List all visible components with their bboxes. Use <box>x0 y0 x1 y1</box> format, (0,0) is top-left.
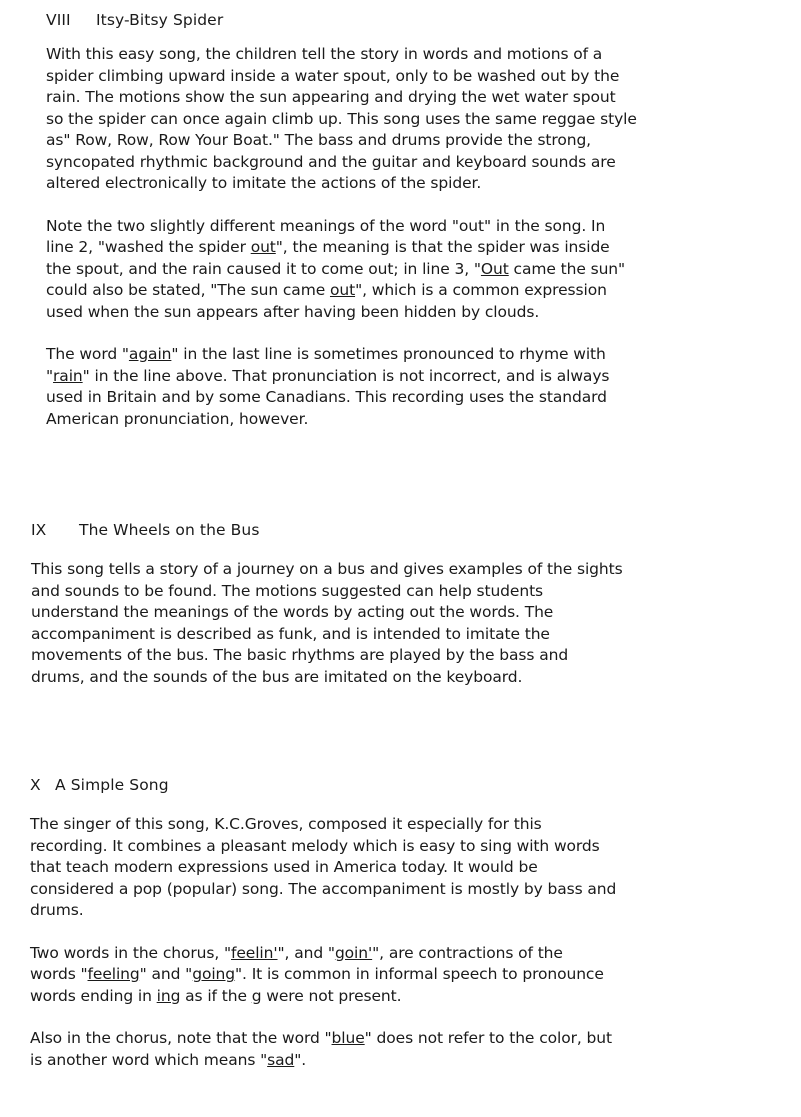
underlined-word: out <box>329 281 356 299</box>
text-run: " in the line above. That pronunciation is not incorrect, and is always <box>82 366 610 385</box>
section-heading <box>30 776 616 794</box>
text-run: were not present. <box>261 986 402 1005</box>
paragraph-line: that teach modern expressions used in America today. It would be <box>30 858 538 876</box>
paragraph-line: used in Britain and by some Canadians. This recording uses the standard <box>46 388 607 406</box>
paragraph <box>46 216 637 324</box>
underlined-word: blue <box>331 1029 365 1047</box>
text-run: could also be stated, "The sun came <box>46 281 330 299</box>
text-run: ". It is common in informal speech to pronounce <box>235 965 604 983</box>
section-a-simple-song <box>30 776 616 1071</box>
paragraph-line: used when the sun appears after having been hidden by clouds. <box>46 302 540 321</box>
underlined-word: out <box>250 238 276 256</box>
text-run: came the sun" <box>508 259 626 278</box>
text-run: ", which is a common expression <box>355 281 607 299</box>
paragraph <box>30 943 616 1008</box>
text-run: " does not refer to the color, but <box>364 1029 612 1047</box>
paragraph-line <box>30 943 616 965</box>
paragraph-line: and sounds to be found. The motions suggested can help students <box>31 581 544 600</box>
text-run: " and " <box>139 965 193 983</box>
paragraph-line: drums, and the sounds of the bus are imitated on the keyboard. <box>31 667 523 686</box>
underlined-word: g <box>251 986 262 1005</box>
text-run: Also in the chorus, note that the word " <box>30 1029 332 1047</box>
paragraph-line <box>46 344 637 366</box>
section-number: X <box>30 776 41 794</box>
section-heading <box>31 521 623 539</box>
text-run: ", the meaning is that the spider was inside <box>275 238 610 256</box>
paragraph-line: spider climbing upward inside a water spout, only to be washed out by the <box>46 66 620 85</box>
text-run: is another word which means " <box>30 1050 268 1069</box>
text-run: line 2, "washed the spider <box>46 238 251 256</box>
text-run: " <box>46 366 54 385</box>
paragraph-line: The singer of this song, K.C.Groves, composed it especially for this <box>30 815 542 833</box>
underlined-word: rain <box>53 366 83 385</box>
section-number: IX <box>31 521 47 539</box>
text-run: words ending in <box>30 986 157 1005</box>
section-wheels-on-the-bus <box>31 521 623 688</box>
paragraph-line: syncopated rhythmic background and the guitar and keyboard sounds are <box>46 152 616 171</box>
section-number: VIII <box>46 11 71 29</box>
underlined-word: ing <box>156 986 181 1005</box>
paragraph-line: With this easy song, the children tell the story in words and motions of a <box>46 45 603 63</box>
section-title: The Wheels on the Bus <box>79 521 260 539</box>
underlined-word: again <box>128 345 172 363</box>
paragraph-line: altered electronically to imitate the actions of the spider. <box>46 174 482 192</box>
paragraph-line: so the spider can once again climb up. This song uses the same reggae style <box>46 109 637 128</box>
underlined-word: sad <box>267 1050 295 1069</box>
paragraph-line: understand the meanings of the words by acting out the words. The <box>31 603 554 621</box>
text-run: the spout, and the rain caused it to come out; in line 3, " <box>46 259 481 278</box>
paragraph <box>46 344 637 430</box>
paragraph-line: This song tells a story of a journey on a bus and gives examples of the sights <box>31 560 623 578</box>
text-run: Two words in the chorus, " <box>30 943 231 962</box>
paragraph-line <box>30 964 616 986</box>
section-title: A Simple Song <box>55 776 169 794</box>
section-heading <box>46 11 637 29</box>
paragraph-line <box>46 280 637 302</box>
paragraph-line: accompaniment is described as funk, and is intended to imitate the <box>31 624 550 643</box>
paragraph <box>31 559 623 688</box>
text-run: " in the last line is sometimes pronounced to rhyme with <box>171 345 606 363</box>
text-run: words " <box>30 965 88 983</box>
paragraph-line <box>46 366 637 388</box>
underlined-word: goin' <box>334 943 373 962</box>
paragraph-line <box>30 1028 616 1050</box>
paragraph-line: American pronunciation, however. <box>46 409 309 428</box>
underlined-word: feelin' <box>231 943 278 962</box>
paragraph <box>46 44 637 195</box>
section-itsy-bitsy-spider <box>46 11 637 430</box>
text-run: The word " <box>46 345 129 363</box>
paragraph <box>30 1028 616 1071</box>
paragraph-line: considered a pop (popular) song. The accompaniment is mostly by bass and <box>30 879 617 898</box>
paragraph <box>30 814 616 922</box>
paragraph-line: Note the two slightly different meanings of the word "out" in the song. In <box>46 216 606 235</box>
paragraph-line <box>30 1050 616 1072</box>
text-run: as if the <box>180 986 252 1005</box>
paragraph-line <box>46 237 637 259</box>
paragraph-line <box>30 986 616 1008</box>
paragraph-line: drums. <box>30 901 84 919</box>
paragraph-line: recording. It combines a pleasant melody which is easy to sing with words <box>30 836 600 855</box>
paragraph-line <box>46 259 637 281</box>
text-run: ", are contractions of the <box>372 943 563 962</box>
underlined-word: going <box>192 965 236 983</box>
paragraph-line: as" Row, Row, Row Your Boat." The bass and drums provide the strong, <box>46 131 592 149</box>
paragraph-line: rain. The motions show the sun appearing and drying the wet water spout <box>46 88 616 106</box>
section-title: Itsy-Bitsy Spider <box>96 11 224 29</box>
text-run: ", and " <box>277 943 335 962</box>
underlined-word: Out <box>480 259 509 278</box>
text-run: ". <box>294 1050 307 1069</box>
paragraph-line: movements of the bus. The basic rhythms are played by the bass and <box>31 646 569 664</box>
underlined-word: feeling <box>87 965 140 983</box>
